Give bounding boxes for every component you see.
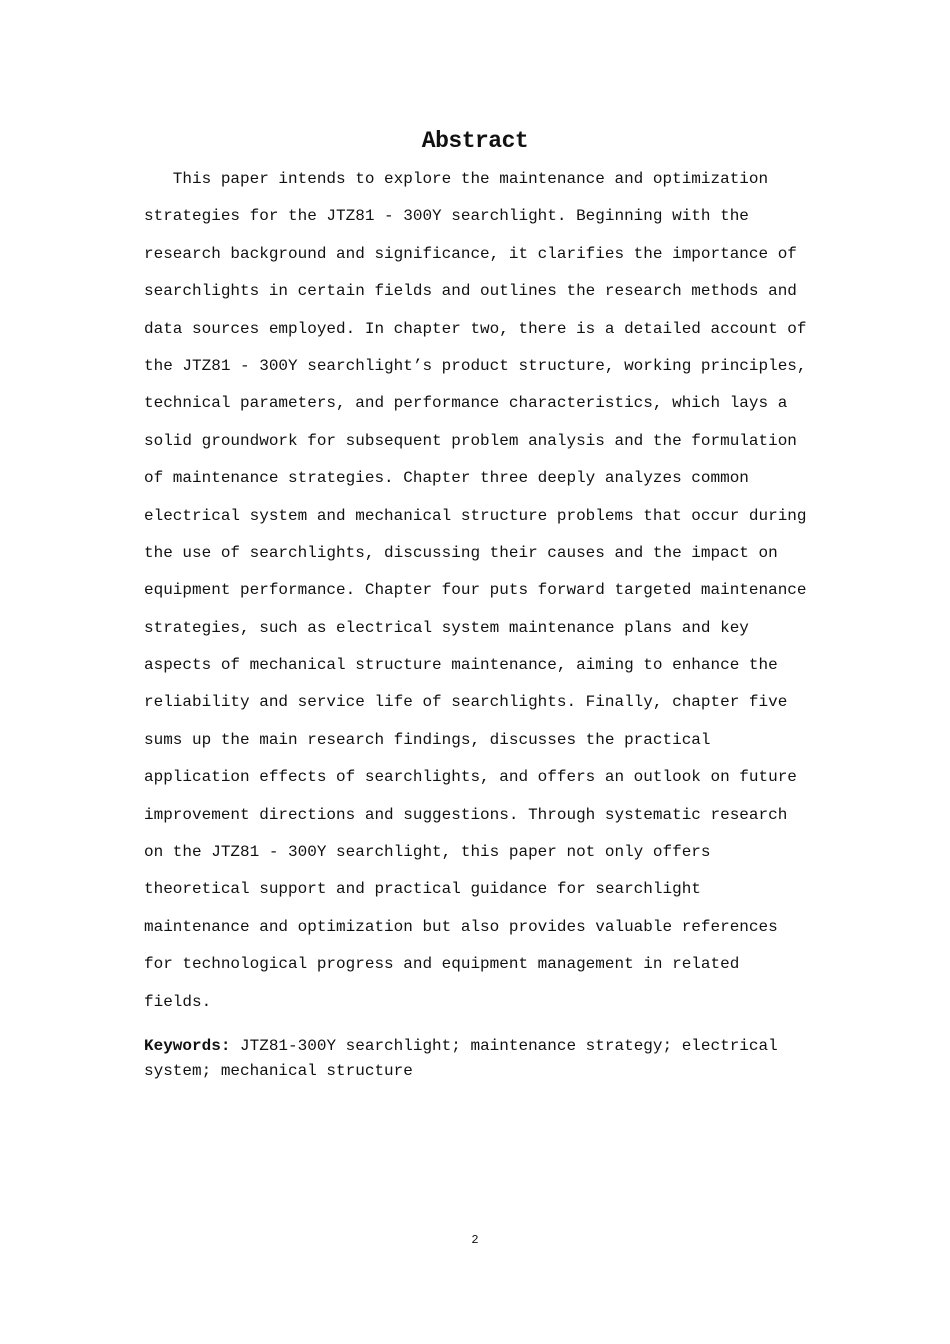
abstract-line: searchlights in certain fields and outlines the research methods and xyxy=(144,282,797,301)
abstract-line: fields. xyxy=(144,992,212,1011)
abstract-line: aspects of mechanical structure maintenance, aiming to enhance the xyxy=(144,656,778,675)
abstract-line: research background and significance, it clarifies the importance of xyxy=(144,244,797,263)
abstract-line: on the JTZ81 - 300Y searchlight, this paper not only offers xyxy=(144,843,711,862)
abstract-line: strategies for the JTZ81 - 300Y searchlight. Beginning with the xyxy=(144,207,749,226)
abstract-line: theoretical support and practical guidance for searchlight xyxy=(144,880,701,899)
abstract-line: technical parameters, and performance characteristics, which lays a xyxy=(144,394,788,413)
abstract-line: sums up the main research findings, discusses the practical xyxy=(144,730,711,749)
abstract-body xyxy=(144,167,824,1027)
keywords-line-2: system; mechanical structure xyxy=(144,1062,413,1080)
abstract-line: reliability and service life of searchlights. Finally, chapter five xyxy=(144,693,788,712)
abstract-line: of maintenance strategies. Chapter three deeply analyzes common xyxy=(144,469,749,488)
keywords xyxy=(144,1034,778,1084)
keywords-label: Keywords: xyxy=(144,1037,231,1055)
abstract-line: maintenance and optimization but also provides valuable references xyxy=(144,917,778,936)
page-number: 2 xyxy=(471,1233,479,1247)
abstract-line: improvement directions and suggestions. Through systematic research xyxy=(144,805,788,824)
abstract-line: solid groundwork for subsequent problem analysis and the formulation xyxy=(144,431,797,450)
abstract-line: data sources employed. In chapter two, there is a detailed account of xyxy=(144,319,807,338)
abstract-line: This paper intends to explore the maintenance and optimization xyxy=(144,170,769,188)
abstract-line: the JTZ81 - 300Y searchlight’s product structure, working principles, xyxy=(144,356,807,375)
abstract-line: strategies, such as electrical system maintenance plans and key xyxy=(144,618,749,637)
abstract-line: electrical system and mechanical structure problems that occur during xyxy=(144,506,807,525)
abstract-line: the use of searchlights, discussing their causes and the impact on xyxy=(144,543,778,562)
keywords-line-1: JTZ81-300Y searchlight; maintenance strategy; electrical xyxy=(230,1037,778,1055)
abstract-line: for technological progress and equipment management in related xyxy=(144,955,740,974)
page-title: Abstract xyxy=(421,128,529,154)
abstract-line: application effects of searchlights, and offers an outlook on future xyxy=(144,768,797,787)
abstract-line: equipment performance. Chapter four puts forward targeted maintenance xyxy=(144,581,807,600)
